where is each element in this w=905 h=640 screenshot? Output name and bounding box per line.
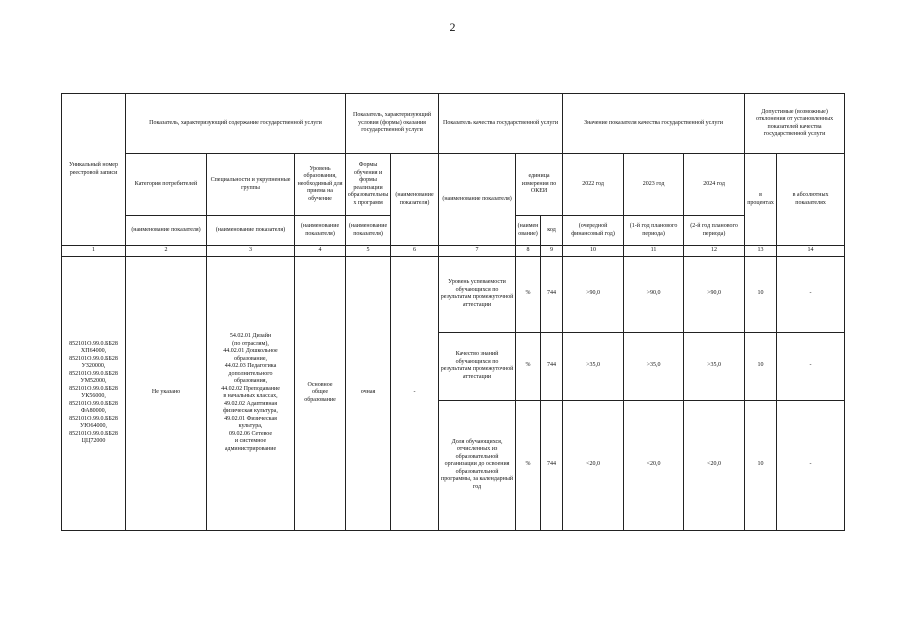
deviation-absolute: - (777, 256, 845, 332)
value-2022: >35,0 (563, 332, 624, 400)
page-number: 2 (449, 20, 456, 34)
column-number: 11 (624, 246, 684, 257)
indicator-name: Качество знаний обучающихся по результатам промежуточной аттестации (439, 332, 516, 400)
name-col5-header: (наименование показателя) (346, 216, 391, 246)
column-number: 8 (516, 246, 541, 257)
year-2024-header: 2024 год (684, 154, 745, 216)
deviation-absolute: - (777, 332, 845, 400)
name-col6-header: (наименование показателя) (391, 154, 439, 246)
value-2022: >90,0 (563, 256, 624, 332)
value-2023: <20,0 (624, 400, 684, 530)
header-row-2 (62, 154, 845, 216)
year-2023-header: 2023 год (624, 154, 684, 216)
name-col3-header: (наименование показателя) (207, 216, 295, 246)
column-number: 6 (391, 246, 439, 257)
category-header: Категория потребителей (126, 154, 207, 216)
column-number: 14 (777, 246, 845, 257)
education-level-header: Уровень образования, необходимый для приема на обучение (295, 154, 346, 216)
column-numbers-row (62, 246, 845, 257)
column-number: 12 (684, 246, 745, 257)
column-number: 10 (563, 246, 624, 257)
indicator-code: 744 (541, 400, 563, 530)
column-number: 3 (207, 246, 295, 257)
quality-indicator-header: Показатель качества государственной услуги (439, 94, 563, 154)
value-2024: <20,0 (684, 400, 745, 530)
value-2022: <20,0 (563, 400, 624, 530)
column-number: 4 (295, 246, 346, 257)
deviation-absolute: - (777, 400, 845, 530)
registry-codes-cell: 852101О.99.0.ББ28 ХП64000, 852101О.99.0.ББ28 УЗ20000, 852101О.99.0.ББ28 УМ52000, 852101О.99.0.ББ28 УК56000, 852101О.99.0.ББ28 ФА80000, 852101О.99.0.ББ28 УЮ64000, 852101О.99.0.ББ28 ЦЦ72000 (62, 256, 126, 530)
value-2024: >90,0 (684, 256, 745, 332)
column-number: 2 (126, 246, 207, 257)
deviation-percent: 10 (745, 400, 777, 530)
value-2023: >35,0 (624, 332, 684, 400)
column-number: 13 (745, 246, 777, 257)
column-number: 9 (541, 246, 563, 257)
name-col2-header: (наименование показателя) (126, 216, 207, 246)
quality-indicators-table (61, 93, 845, 531)
form-cell: очная (346, 256, 391, 530)
fy-first-header: (1-й год планового периода) (624, 216, 684, 246)
specialties-header: Специальности и укрупненные группы (207, 154, 295, 216)
table-row (62, 256, 845, 332)
name-col4-header: (наименование показателя) (295, 216, 346, 246)
column-number: 1 (62, 246, 126, 257)
absolute-header: в абсолютных показателях (777, 154, 845, 246)
deviation-percent: 10 (745, 332, 777, 400)
content-indicator-header: Показатель, характеризующий содержание государственной услуги (126, 94, 346, 154)
percent-header: в процентах (745, 154, 777, 246)
col6-cell: - (391, 256, 439, 530)
registry-number-header: Уникальный номер реестровой записи (62, 94, 126, 246)
header-row-1 (62, 94, 845, 154)
indicator-unit: % (516, 332, 541, 400)
education-level-cell: Основное общее образование (295, 256, 346, 530)
deviation-percent: 10 (745, 256, 777, 332)
indicator-name: Уровень успеваемости обучающихся по результатам промежуточной аттестации (439, 256, 516, 332)
indicator-unit: % (516, 256, 541, 332)
unit-header: единица измерения по ОКЕИ (516, 154, 563, 216)
indicator-name: Доля обучающихся, отчисленных из образовательной организации до освоения образовательной программы, за календарный год (439, 400, 516, 530)
value-2024: >35,0 (684, 332, 745, 400)
indicator-code: 744 (541, 256, 563, 332)
fy-current-header: (очередной финансовый год) (563, 216, 624, 246)
column-number: 7 (439, 246, 516, 257)
name-col7-header: (наименование показателя) (439, 154, 516, 246)
year-2022-header: 2022 год (563, 154, 624, 216)
unit-code-header: код (541, 216, 563, 246)
column-number: 5 (346, 246, 391, 257)
fy-second-header: (2-й год планового периода) (684, 216, 745, 246)
indicator-unit: % (516, 400, 541, 530)
value-2023: >90,0 (624, 256, 684, 332)
specialties-cell: 54.02.01 Дизайн (по отраслям), 44.02.01 Дошкольное образование, 44.02.03 Педагогика дополнительного образования, 44.02.02 Преподавание в начальных классах, 49.02.02 Адаптивная физическая культура, 49.02.01 Физическая культура, 09.02.06 Сетевое и системное администрирование (207, 256, 295, 530)
quality-value-header: Значение показателя качества государственной услуги (563, 94, 745, 154)
unit-name-header: (наименование) (516, 216, 541, 246)
indicator-code: 744 (541, 332, 563, 400)
forms-header: Формы обучения и формы реализации образовательных программ (346, 154, 391, 216)
category-cell: Не указано (126, 256, 207, 530)
condition-indicator-header: Показатель, характеризующий условия (формы) оказания государственной услуги (346, 94, 439, 154)
deviation-header: Допустимые (возможные) отклонения от установленных показателей качества государственной услуги (745, 94, 845, 154)
